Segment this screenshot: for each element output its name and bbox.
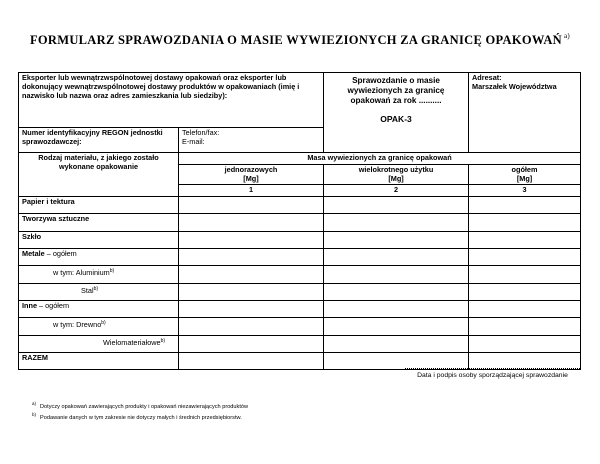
phone-label: Telefon/fax:: [182, 128, 220, 137]
column-number: 3: [469, 185, 581, 197]
row-label-suffix: – ogółem: [37, 300, 70, 310]
report-form-table: [18, 72, 581, 370]
reusable-input-cell[interactable]: [324, 318, 469, 335]
total-input-cell[interactable]: [469, 249, 581, 266]
row-label-text: Stal: [81, 285, 94, 295]
contact-cell: [179, 128, 324, 153]
reusable-input-cell[interactable]: [324, 283, 469, 300]
table-row: [19, 266, 581, 283]
row-label-text: Metale: [22, 249, 45, 259]
row-label-text: Papier i tektura: [22, 197, 75, 207]
table-row: [19, 335, 581, 352]
row-label: [19, 197, 179, 214]
table-row: [19, 249, 581, 266]
row-label: [19, 283, 179, 300]
footnote-b: [32, 411, 248, 422]
total-input-cell[interactable]: [469, 318, 581, 335]
single-use-input-cell[interactable]: [179, 352, 324, 369]
report-title-cell: [324, 73, 469, 153]
form-title: [0, 32, 600, 48]
row-footnote-mark: b): [160, 337, 166, 344]
addressee-cell: [469, 73, 581, 153]
single-use-input-cell[interactable]: [179, 249, 324, 266]
row-label-text: Tworzywa sztuczne: [22, 214, 90, 224]
row-label-text: w tym: Aluminium: [53, 268, 110, 278]
addressee-label: Adresat:: [472, 73, 502, 82]
table-row: [19, 214, 581, 231]
footnote-text: Podawanie danych w tym zakresie nie dotyczy małych i średnich przedsiębiorstw.: [40, 415, 242, 422]
row-label: [19, 214, 179, 231]
table-row: [19, 283, 581, 300]
column-number: 1: [179, 185, 324, 197]
reusable-label: wielokrotnego użytku: [358, 164, 434, 174]
table-row: [19, 300, 581, 317]
reusable-input-cell[interactable]: [324, 231, 469, 248]
row-label: [19, 335, 179, 352]
row-label: [19, 300, 179, 317]
footnote-a: [32, 400, 248, 411]
total-input-cell[interactable]: [469, 266, 581, 283]
mass-header: Masa wywiezionych za granicę opakowań: [179, 153, 581, 165]
table-row: [19, 318, 581, 335]
row-label: [19, 352, 179, 369]
table-row: [19, 231, 581, 248]
reusable-unit: [Mg]: [388, 173, 404, 183]
signature-block: [405, 360, 580, 379]
material-rows: [19, 197, 581, 370]
single-use-input-cell[interactable]: [179, 197, 324, 214]
reusable-header: [324, 164, 469, 185]
row-label: [19, 231, 179, 248]
title-footnote-mark: a): [563, 32, 571, 40]
table-row: [19, 197, 581, 214]
form-title-text: FORMULARZ SPRAWOZDANIA O MASIE WYWIEZIONYCH ZA GRANICĘ OPAKOWAŃ: [29, 33, 562, 47]
email-label: E-mail:: [182, 136, 205, 146]
addressee-value: Marszałek Województwa: [472, 81, 557, 91]
report-title: Sprawozdanie o masie wywiezionych za granicę opakowań za rok ..........: [347, 76, 445, 105]
exporter-label: Eksporter lub wewnątrzwspólnotowej dostawy opakowań oraz eksporter lub dokonujący wewnątrzwspólnotowej dostawy produktów w opakowaniach (imię i nazwisko lub nazwa oraz adres zamieszkania lub siedziby):: [19, 73, 324, 128]
signature-label: Data i podpis osoby sporządzającej sprawozdanie: [417, 372, 568, 379]
reusable-input-cell[interactable]: [324, 197, 469, 214]
single-use-input-cell[interactable]: [179, 283, 324, 300]
total-input-cell[interactable]: [469, 197, 581, 214]
footnote-text: Dotyczy opakowań zawierających produkty i opakowań niezawierających produktów: [40, 403, 249, 410]
row-label-text: w tym: Drewno: [53, 320, 102, 330]
column-number: 2: [324, 185, 469, 197]
row-label: [19, 266, 179, 283]
total-input-cell[interactable]: [469, 300, 581, 317]
single-use-input-cell[interactable]: [179, 335, 324, 352]
row-footnote-mark: b): [109, 268, 115, 275]
single-use-input-cell[interactable]: [179, 214, 324, 231]
row-label-text: Szkło: [22, 231, 42, 241]
row-label-text: RAZEM: [22, 352, 48, 362]
total-input-cell[interactable]: [469, 335, 581, 352]
total-unit: [Mg]: [516, 173, 533, 183]
single-use-input-cell[interactable]: [179, 266, 324, 283]
single-use-input-cell[interactable]: [179, 300, 324, 317]
form-code: OPAK-3: [380, 114, 412, 125]
single-use-label: jednorazowych: [224, 164, 278, 174]
regon-label: Numer identyfikacyjny REGON jednostki sprawozdawczej:: [19, 128, 179, 153]
reusable-input-cell[interactable]: [324, 266, 469, 283]
reusable-input-cell[interactable]: [324, 300, 469, 317]
row-label-text: Wielomateriałowe: [103, 337, 161, 347]
single-use-unit: [Mg]: [243, 173, 259, 183]
row-footnote-mark: b): [101, 320, 106, 327]
footnote-mark: b): [32, 412, 37, 418]
row-label: [19, 318, 179, 335]
signature-line[interactable]: [405, 360, 580, 369]
total-input-cell[interactable]: [469, 214, 581, 231]
row-label: [19, 249, 179, 266]
total-input-cell[interactable]: [469, 283, 581, 300]
material-header: Rodzaj materiału, z jakiego zostało wykonane opakowanie: [19, 153, 179, 197]
row-label-suffix: – ogółem: [44, 249, 77, 259]
reusable-input-cell[interactable]: [324, 335, 469, 352]
total-label: ogółem: [511, 164, 538, 174]
total-header: [469, 164, 581, 185]
single-use-input-cell[interactable]: [179, 231, 324, 248]
footnotes: [32, 400, 248, 423]
single-use-header: [179, 164, 324, 185]
footnote-mark: a): [32, 401, 37, 406]
reusable-input-cell[interactable]: [324, 214, 469, 231]
row-footnote-mark: b): [93, 285, 99, 292]
single-use-input-cell[interactable]: [179, 318, 324, 335]
total-input-cell[interactable]: [469, 231, 581, 248]
reusable-input-cell[interactable]: [324, 249, 469, 266]
row-label-text: Inne: [22, 300, 37, 310]
